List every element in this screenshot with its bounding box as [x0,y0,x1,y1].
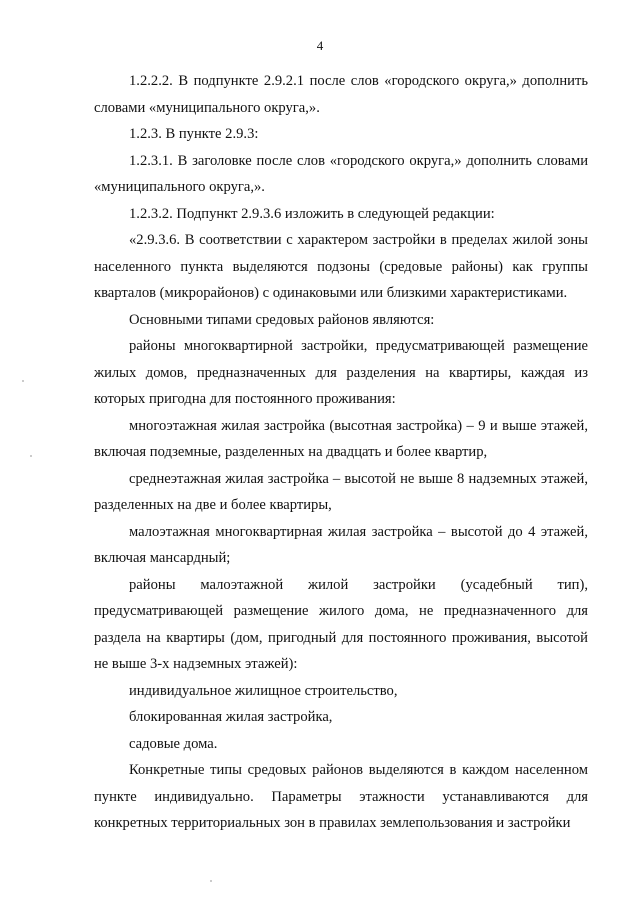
list-item-garden-houses: садовые дома. [129,735,218,752]
scan-speck [22,380,24,382]
page-number: 4 [316,38,324,53]
list-item-low-rise-multi: малоэтажная многоквартирная жилая застройка – высотой до 4 этажей, включая мансардный; [94,523,588,566]
paragraph-multi-apartment-districts: районы многоквартирной застройки, предусматривающей размещение жилых домов, предназначенных для разделения на квартиры, каждая из которых пригодна для постоянного проживания: [94,338,588,407]
paragraph-1-2-2-2: 1.2.2.2. В подпункте 2.9.2.1 после слов «городского округа,» дополнить словами «муниципального округа,». [94,73,588,116]
list-item-individual-housing: индивидуальное жилищное строительство, [129,682,398,699]
scan-speck [30,455,32,457]
document-body [94,68,588,837]
scan-speck [210,880,212,882]
paragraph-1-2-3-1: 1.2.3.1. В заголовке после слов «городского округа,» дополнить словами «муниципального округа,». [94,152,588,195]
paragraph-2-9-3-6: «2.9.3.6. В соответствии с характером застройки в пределах жилой зоны населенного пункта выделяются подзоны (средовые районы) как группы кварталов (микрорайонов) с одинаковыми или близкими характеристиками. [94,232,588,301]
paragraph-main-types: Основными типами средовых районов являются: [129,311,435,328]
paragraph-low-rise-districts: районы малоэтажной жилой застройки (усадебный тип), предусматривающей размещение жилого дома, не предназначенного для раздела на квартиры (дом, пригодный для постоянного проживания, высотой не выше 3-х надземных этажей): [94,576,588,672]
paragraph-specific-types: Конкретные типы средовых районов выделяются в каждом населенном пункте индивидуально. Параметры этажности устанавливаются для конкретных территориальных зон в правилах землепользования и застройки [94,762,588,831]
list-item-high-rise: многоэтажная жилая застройка (высотная застройка) – 9 и выше этажей, включая подземные, разделенных на двадцать и более квартир, [94,417,588,460]
list-item-mid-rise: среднеэтажная жилая застройка – высотой не выше 8 надземных этажей, разделенных на две и более квартиры, [94,470,588,513]
paragraph-1-2-3-2: 1.2.3.2. Подпункт 2.9.3.6 изложить в следующей редакции: [129,205,495,222]
list-item-blocked-housing: блокированная жилая застройка, [129,709,333,725]
paragraph-1-2-3: 1.2.3. В пункте 2.9.3: [129,126,259,142]
